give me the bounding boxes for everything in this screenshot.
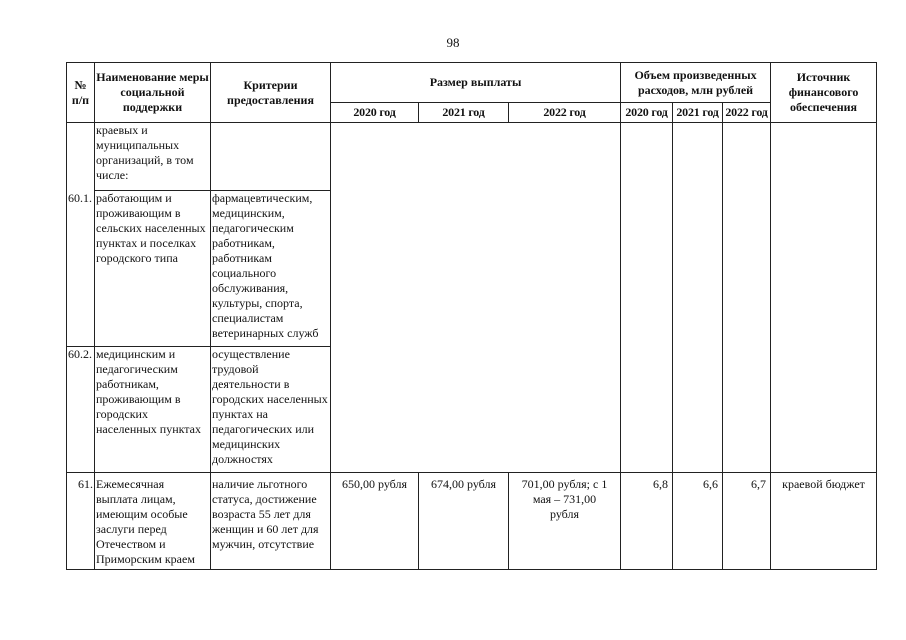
row-name: медицинским и педагогическим работникам, проживающим в городских населенных пунктах bbox=[95, 347, 211, 473]
page-number: 98 bbox=[446, 35, 460, 50]
row-criteria: наличие льготного статуса, достижение возраста 55 лет для женщин и 60 лет для мужчин, отсутствие bbox=[211, 473, 331, 570]
row-exp-2021: 6,6 bbox=[673, 473, 723, 570]
empty-expense-cell bbox=[673, 123, 723, 473]
row-name: работающим и проживающим в сельских населенных пунктах и поселках городского типа bbox=[95, 191, 211, 347]
row-num: 60.2. bbox=[67, 347, 95, 473]
header-criteria: Критерии предоставления bbox=[211, 63, 331, 123]
row-num bbox=[67, 123, 95, 191]
header-pay-year-2022: 2022 год bbox=[509, 103, 621, 123]
header-exp-year-2020: 2020 год bbox=[621, 103, 673, 123]
header-funding-source: Источник финансового обеспечения bbox=[771, 63, 877, 123]
row-num: 61. bbox=[67, 473, 95, 570]
table-row bbox=[67, 473, 877, 570]
header-num: № п/п bbox=[67, 63, 95, 123]
row-pay-2021: 674,00 рубля bbox=[419, 473, 509, 570]
header-exp-year-2022: 2022 год bbox=[723, 103, 771, 123]
header-expense-volume: Объем произведенных расходов, млн рублей bbox=[621, 63, 771, 103]
header-exp-year-2021: 2021 год bbox=[673, 103, 723, 123]
row-criteria bbox=[211, 123, 331, 191]
row-name: Ежемесячная выплата лицам, имеющим особые заслуги перед Отечеством и Приморским краем bbox=[95, 473, 211, 570]
header-pay-year-2021: 2021 год bbox=[419, 103, 509, 123]
row-num: 60.1. bbox=[67, 191, 95, 347]
row-criteria: осуществление трудовой деятельности в городских населенных пунктах на педагогических или медицинских должностях bbox=[211, 347, 331, 473]
empty-expense-cell bbox=[621, 123, 673, 473]
empty-source-cell bbox=[771, 123, 877, 473]
empty-payment-cell bbox=[331, 123, 621, 473]
row-criteria: фармацевтическим, медицинским, педагогическим работникам, работникам социального обслуживания, культуры, спорта, специалистам ветеринарных служб bbox=[211, 191, 331, 347]
header-name: Наименование меры социальной поддержки bbox=[95, 63, 211, 123]
header-payment-size: Размер выплаты bbox=[331, 63, 621, 103]
table-row bbox=[67, 123, 877, 191]
header-pay-year-2020: 2020 год bbox=[331, 103, 419, 123]
row-exp-2022: 6,7 bbox=[723, 473, 771, 570]
empty-expense-cell bbox=[723, 123, 771, 473]
row-name: краевых и муниципальных организаций, в том числе: bbox=[95, 123, 211, 191]
row-pay-2020: 650,00 рубля bbox=[331, 473, 419, 570]
row-pay-2022: 701,00 рубля; с 1 мая – 731,00 рубля bbox=[509, 473, 621, 570]
row-funding-source: краевой бюджет bbox=[771, 473, 877, 570]
social-support-table bbox=[66, 62, 877, 570]
row-exp-2020: 6,8 bbox=[621, 473, 673, 570]
